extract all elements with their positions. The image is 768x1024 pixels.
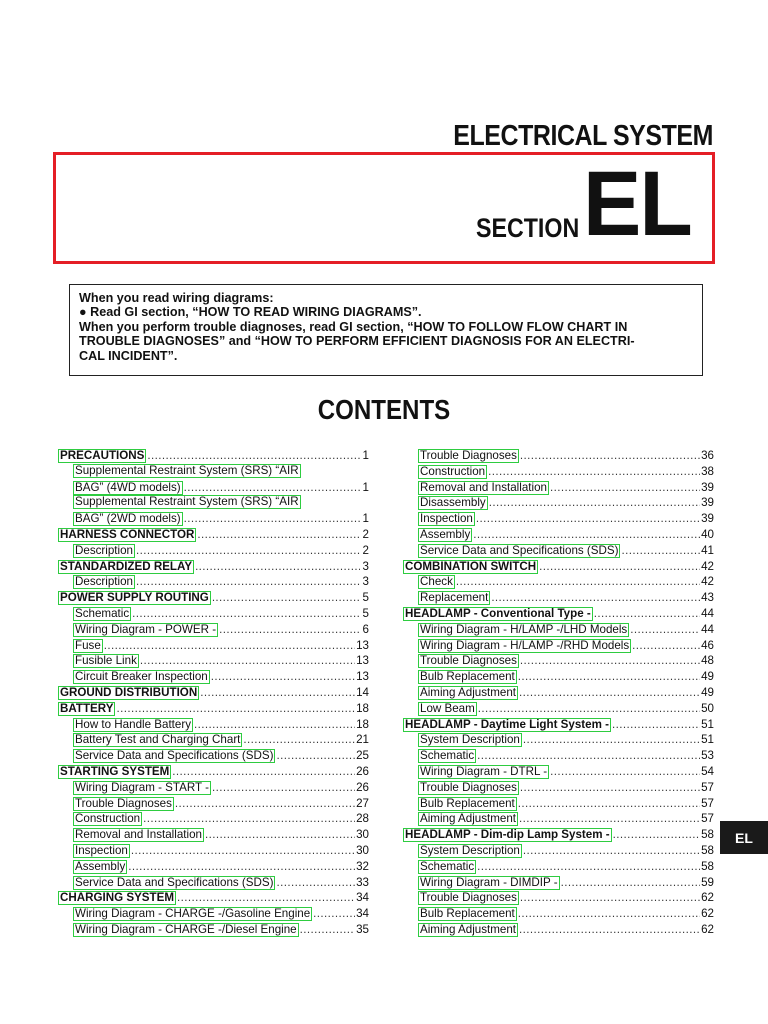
toc-leader-dots <box>550 764 700 780</box>
toc-page-number: 2 <box>362 527 369 541</box>
toc-leader-dots <box>184 511 360 527</box>
toc-entry[interactable] <box>58 748 369 764</box>
toc-page-number: 58 <box>701 843 714 857</box>
toc-entry[interactable] <box>58 543 369 559</box>
toc-leader-dots <box>612 717 700 733</box>
toc-entry[interactable] <box>58 480 369 496</box>
toc-entry[interactable] <box>403 922 714 938</box>
toc-page-number: 40 <box>701 527 714 541</box>
toc-leader-dots <box>177 890 355 906</box>
toc-page-number: 35 <box>356 922 369 936</box>
toc-leader-dots <box>136 574 360 590</box>
toc-entry[interactable] <box>403 875 714 891</box>
toc-leader-dots <box>518 669 700 685</box>
toc-page-number: 1 <box>362 449 369 462</box>
toc-entry[interactable] <box>403 780 714 796</box>
toc-leader-dots <box>456 574 700 590</box>
toc-entry-label[interactable]: Service Data and Specifications (SDS) <box>75 749 274 763</box>
toc-page-number: 54 <box>701 764 714 778</box>
toc-entry-label[interactable]: HEADLAMP - Daytime Light System - <box>405 717 609 731</box>
toc-entry-label[interactable]: System Description <box>420 733 520 747</box>
toc-page-number: 36 <box>701 449 714 462</box>
toc-entry[interactable] <box>403 590 714 606</box>
toc-entry[interactable] <box>403 796 714 812</box>
toc-entry[interactable] <box>58 701 369 717</box>
toc-leader-dots <box>550 480 700 496</box>
toc-page-number: 34 <box>356 907 369 921</box>
toc-entry[interactable] <box>403 464 714 480</box>
toc-page-number: 13 <box>356 654 369 668</box>
toc-entry[interactable] <box>58 559 369 575</box>
toc-leader-dots <box>519 811 700 827</box>
toc-entry[interactable] <box>403 653 714 669</box>
toc-leader-dots <box>212 780 355 796</box>
toc-leader-dots <box>561 875 700 891</box>
toc-page-number: 1 <box>362 480 369 494</box>
toc-page-number: 44 <box>701 622 714 636</box>
toc-entry[interactable] <box>403 843 714 859</box>
toc-leader-dots <box>140 653 355 669</box>
toc-entry[interactable] <box>58 780 369 796</box>
toc-page-number: 32 <box>356 859 369 873</box>
toc-leader-dots <box>477 748 700 764</box>
toc-entry[interactable] <box>58 732 369 748</box>
toc-leader-dots <box>276 875 355 891</box>
toc-entry-label[interactable]: Aiming Adjustment <box>420 812 517 826</box>
toc-entry-label[interactable]: POWER SUPPLY ROUTING <box>60 591 209 605</box>
toc-entry[interactable] <box>58 796 369 812</box>
toc-page-number: 25 <box>356 749 369 763</box>
toc-entry[interactable] <box>403 574 714 590</box>
toc-leader-dots <box>489 495 700 511</box>
toc-entry[interactable] <box>58 827 369 843</box>
toc-page-number: 30 <box>356 828 369 842</box>
toc-entry-label[interactable]: Circuit Breaker Inspection <box>75 670 208 684</box>
toc-leader-dots <box>478 701 700 717</box>
toc-entry-label[interactable]: Removal and Installation <box>75 828 202 842</box>
toc-page-number: 57 <box>701 780 714 794</box>
section-code: EL <box>583 153 691 255</box>
contents-heading: CONTENTS <box>317 394 451 425</box>
toc-leader-dots <box>195 559 360 575</box>
section-label: SECTION <box>476 213 580 243</box>
toc-page-number: 48 <box>701 654 714 668</box>
toc-entry[interactable] <box>58 448 369 464</box>
toc-entry[interactable] <box>58 906 369 922</box>
notice-line: TROUBLE DIAGNOSES” and “HOW TO PERFORM EFFICIENT DIAGNOSIS FOR AN ELECTRI- <box>79 334 635 349</box>
toc-leader-dots <box>300 922 355 938</box>
toc-page-number: 28 <box>356 812 369 826</box>
toc-leader-dots <box>313 906 355 922</box>
toc-page-number: 33 <box>356 875 369 889</box>
toc-page-number: 18 <box>356 701 369 715</box>
toc-right-column <box>403 448 714 938</box>
toc-entry[interactable] <box>403 495 714 511</box>
section-tab[interactable]: EL <box>720 821 768 854</box>
toc-leader-dots <box>476 511 700 527</box>
toc-entry[interactable] <box>58 764 369 780</box>
notice-line: ● Read GI section, “HOW TO READ WIRING DIAGRAMS”. <box>79 305 422 320</box>
toc-entry-label[interactable]: BAG” (2WD models) <box>75 512 181 526</box>
toc-entry-label[interactable]: Supplemental Restraint System (SRS) “AIR <box>75 463 299 477</box>
toc-entry[interactable] <box>403 511 714 527</box>
toc-page-number: 49 <box>701 685 714 699</box>
toc-page-number: 58 <box>701 828 714 842</box>
toc-page-number: 39 <box>701 496 714 510</box>
toc-leader-dots <box>539 559 700 575</box>
toc-entry-label[interactable]: Inspection <box>420 512 473 526</box>
toc-page-number: 42 <box>701 559 714 573</box>
toc-entry-label[interactable]: PRECAUTIONS <box>60 449 145 462</box>
toc-entry-label[interactable]: Wiring Diagram - CHARGE -/Diesel Engine <box>75 922 297 936</box>
toc-entry-label[interactable]: Description <box>75 543 133 557</box>
toc-entry[interactable] <box>58 890 369 906</box>
toc-page-number: 5 <box>362 606 369 620</box>
toc-page-number: 39 <box>701 480 714 494</box>
toc-entry[interactable] <box>58 511 369 527</box>
toc-page-number: 44 <box>701 606 714 620</box>
toc-page-number: 42 <box>701 575 714 589</box>
toc-page-number: 13 <box>356 670 369 684</box>
toc-entry[interactable] <box>403 622 714 638</box>
toc-entry[interactable] <box>58 669 369 685</box>
toc-entry[interactable] <box>403 890 714 906</box>
toc-page-number: 1 <box>362 512 369 526</box>
toc-page-number: 38 <box>701 464 714 478</box>
toc-leader-dots <box>632 638 700 654</box>
toc-leader-dots <box>523 732 700 748</box>
toc-entry-label[interactable]: STANDARDIZED RELAY <box>60 559 193 573</box>
toc-entry[interactable] <box>403 638 714 654</box>
toc-entry-label[interactable]: Trouble Diagnoses <box>420 449 517 462</box>
toc-entry[interactable] <box>58 653 369 669</box>
toc-entry-label[interactable]: Construction <box>420 464 486 478</box>
toc-leader-dots <box>477 859 700 875</box>
toc-leader-dots <box>520 780 700 796</box>
section-title: ELECTRICAL SYSTEM <box>453 120 713 152</box>
toc-page-number: 62 <box>701 907 714 921</box>
toc-leader-dots <box>147 448 360 464</box>
toc-entry-label[interactable]: Fuse <box>75 638 101 652</box>
notice-line: When you read wiring diagrams: <box>79 291 274 305</box>
toc-entry-label[interactable]: Wiring Diagram - DIMDIP - <box>420 875 558 889</box>
toc-leader-dots <box>211 669 355 685</box>
toc-entry-label[interactable]: Assembly <box>75 859 126 873</box>
toc-entry-label[interactable]: Fusible Link <box>75 654 137 668</box>
toc-entry-label[interactable]: HEADLAMP - Dim-dip Lamp System - <box>405 828 610 842</box>
toc-entry-label[interactable]: COMBINATION SWITCH <box>405 559 537 573</box>
toc-leader-dots <box>136 543 360 559</box>
toc-page-number: 58 <box>701 859 714 873</box>
toc-entry[interactable] <box>58 811 369 827</box>
toc-entry-label[interactable]: Schematic <box>75 606 130 620</box>
toc-page-number: 57 <box>701 812 714 826</box>
toc-entry-label[interactable]: Removal and Installation <box>420 480 547 494</box>
toc-entry-label[interactable]: Schematic <box>420 859 475 873</box>
toc-page-number: 62 <box>701 922 714 936</box>
toc-entry[interactable] <box>403 717 714 733</box>
toc-page-number: 62 <box>701 891 714 905</box>
toc-entry-label[interactable]: Trouble Diagnoses <box>420 780 517 794</box>
toc-page-number: 27 <box>356 796 369 810</box>
toc-entry-label[interactable]: Replacement <box>420 591 489 605</box>
toc-page-number: 51 <box>701 733 714 747</box>
toc-entry[interactable] <box>58 606 369 622</box>
toc-entry-label[interactable]: Wiring Diagram - CHARGE -/Gasoline Engine <box>75 907 311 921</box>
toc-entry[interactable] <box>58 843 369 859</box>
toc-entry[interactable] <box>58 495 369 511</box>
toc-entry[interactable] <box>403 685 714 701</box>
toc-page-number: 3 <box>362 559 369 573</box>
toc-page-number: 59 <box>701 875 714 889</box>
toc-entry[interactable] <box>403 906 714 922</box>
toc-entry[interactable] <box>403 764 714 780</box>
toc-leader-dots <box>205 827 355 843</box>
toc-entry[interactable] <box>403 527 714 543</box>
toc-page-number: 51 <box>701 717 714 731</box>
toc-entry[interactable] <box>58 464 369 480</box>
toc-leader-dots <box>518 906 700 922</box>
toc-page-number: 41 <box>701 543 714 557</box>
toc-entry-label[interactable]: Wiring Diagram - H/LAMP -/RHD Models <box>420 638 630 652</box>
toc-entry-label[interactable]: Trouble Diagnoses <box>75 796 172 810</box>
toc-entry-label[interactable]: Service Data and Specifications (SDS) <box>75 875 274 889</box>
toc-entry-label[interactable]: CHARGING SYSTEM <box>60 891 175 905</box>
toc-leader-dots <box>491 590 700 606</box>
toc-leader-dots <box>630 622 700 638</box>
toc-entry-label[interactable]: Check <box>420 575 453 589</box>
toc-entry-label[interactable]: Inspection <box>75 843 128 857</box>
toc-leader-dots <box>219 622 360 638</box>
toc-page-number: 53 <box>701 749 714 763</box>
toc-page-number: 13 <box>356 638 369 652</box>
toc-entry[interactable] <box>58 622 369 638</box>
toc-entry-label[interactable]: STARTING SYSTEM <box>60 764 170 778</box>
toc-leader-dots <box>143 811 355 827</box>
toc-entry-label[interactable]: Description <box>75 575 133 589</box>
notice-line: When you perform trouble diagnoses, read GI section, “HOW TO FOLLOW FLOW CHART IN <box>79 319 628 334</box>
toc-left-column <box>58 448 369 938</box>
toc-leader-dots <box>488 464 700 480</box>
toc-entry[interactable] <box>58 574 369 590</box>
toc-entry-label[interactable]: Bulb Replacement <box>420 907 515 921</box>
toc-entry-label[interactable]: Service Data and Specifications (SDS) <box>420 543 619 557</box>
toc-leader-dots <box>276 748 355 764</box>
toc-page-number: 46 <box>701 638 714 652</box>
toc-entry-label[interactable]: Wiring Diagram - POWER - <box>75 622 217 636</box>
toc-entry-label[interactable]: Bulb Replacement <box>420 670 515 684</box>
toc-entry-label[interactable]: Wiring Diagram - H/LAMP -/LHD Models <box>420 622 628 636</box>
toc-entry-label[interactable]: Disassembly <box>420 496 486 510</box>
toc-leader-dots <box>197 527 360 543</box>
toc-leader-dots <box>243 732 355 748</box>
toc-leader-dots <box>520 448 700 464</box>
toc-entry-label[interactable]: Construction <box>75 812 141 826</box>
toc-leader-dots <box>621 543 700 559</box>
toc-entry-label[interactable]: HEADLAMP - Conventional Type - <box>405 606 591 620</box>
toc-leader-dots <box>184 480 360 496</box>
toc-page-number: 30 <box>356 843 369 857</box>
toc-entry[interactable] <box>58 875 369 891</box>
toc-entry-label[interactable]: System Description <box>420 843 520 857</box>
toc-entry[interactable] <box>58 638 369 654</box>
toc-page-number: 50 <box>701 701 714 715</box>
notice-box <box>69 284 703 376</box>
toc-page-number: 14 <box>356 685 369 699</box>
toc-entry[interactable] <box>403 559 714 575</box>
toc-entry[interactable] <box>58 922 369 938</box>
toc-entry-label[interactable]: How to Handle Battery <box>75 717 191 731</box>
toc-entry-label[interactable]: Low Beam <box>420 701 475 715</box>
toc-entry[interactable] <box>58 590 369 606</box>
toc-leader-dots <box>523 843 700 859</box>
toc-leader-dots <box>194 717 355 733</box>
toc-entry-label[interactable]: Aiming Adjustment <box>420 685 517 699</box>
toc-leader-dots <box>128 859 355 875</box>
toc-entry[interactable] <box>58 859 369 875</box>
toc-entry[interactable] <box>403 543 714 559</box>
toc-entry-label[interactable]: Supplemental Restraint System (SRS) “AIR <box>75 495 299 509</box>
toc-page-number: 57 <box>701 796 714 810</box>
toc-leader-dots <box>132 606 360 622</box>
notice-line: CAL INCIDENT”. <box>79 348 178 363</box>
toc-entry[interactable] <box>403 827 714 843</box>
toc-entry[interactable] <box>58 685 369 701</box>
toc-entry-label[interactable]: Wiring Diagram - START - <box>75 780 209 794</box>
toc-leader-dots <box>520 890 700 906</box>
toc-entry-label[interactable]: Trouble Diagnoses <box>420 654 517 668</box>
toc-leader-dots <box>212 590 360 606</box>
toc-entry[interactable] <box>403 859 714 875</box>
toc-entry-label[interactable]: Trouble Diagnoses <box>420 891 517 905</box>
toc-leader-dots <box>104 638 355 654</box>
toc-entry-label[interactable]: Schematic <box>420 749 475 763</box>
toc-entry[interactable] <box>403 606 714 622</box>
toc-entry-label[interactable]: Bulb Replacement <box>420 796 515 810</box>
toc-page-number: 39 <box>701 512 714 526</box>
toc-leader-dots <box>131 843 355 859</box>
toc-entry[interactable] <box>403 448 714 464</box>
toc-leader-dots <box>519 922 700 938</box>
toc-page-number: 26 <box>356 780 369 794</box>
toc-leader-dots <box>175 796 355 812</box>
toc-page-number: 34 <box>356 891 369 905</box>
toc-entry-label[interactable]: GROUND DISTRIBUTION <box>60 685 198 699</box>
toc-page-number: 21 <box>356 733 369 747</box>
toc-leader-dots <box>519 685 700 701</box>
toc-entry[interactable] <box>403 701 714 717</box>
toc-entry-label[interactable]: Wiring Diagram - DTRL - <box>420 764 548 778</box>
toc-page-number: 49 <box>701 670 714 684</box>
toc-entry-label[interactable]: BATTERY <box>60 701 114 715</box>
toc-leader-dots <box>200 685 355 701</box>
toc-entry[interactable] <box>403 480 714 496</box>
toc-entry-label[interactable]: Assembly <box>420 527 471 541</box>
toc-entry[interactable] <box>58 717 369 733</box>
toc-leader-dots <box>116 701 355 717</box>
toc-entry[interactable] <box>403 748 714 764</box>
toc-page-number: 3 <box>362 575 369 589</box>
toc-leader-dots <box>613 827 700 843</box>
toc-page-number: 2 <box>362 543 369 557</box>
toc-leader-dots <box>473 527 700 543</box>
toc-leader-dots <box>172 764 355 780</box>
toc-entry-label[interactable]: HARNESS CONNECTOR <box>60 527 195 541</box>
toc-page-number: 6 <box>362 622 369 636</box>
toc-page-number: 43 <box>701 591 714 605</box>
toc-entry-label[interactable]: BAG” (4WD models) <box>75 480 181 494</box>
toc-page-number: 5 <box>362 591 369 605</box>
toc-leader-dots <box>520 653 700 669</box>
toc-page-number: 26 <box>356 764 369 778</box>
toc-leader-dots <box>594 606 700 622</box>
toc-entry[interactable] <box>58 527 369 543</box>
toc-entry[interactable] <box>403 669 714 685</box>
toc-leader-dots <box>518 796 700 812</box>
toc-entry[interactable] <box>403 732 714 748</box>
toc-entry-label[interactable]: Battery Test and Charging Chart <box>75 733 241 747</box>
toc-entry-label[interactable]: Aiming Adjustment <box>420 922 517 936</box>
toc-entry[interactable] <box>403 811 714 827</box>
toc-page-number: 18 <box>356 717 369 731</box>
